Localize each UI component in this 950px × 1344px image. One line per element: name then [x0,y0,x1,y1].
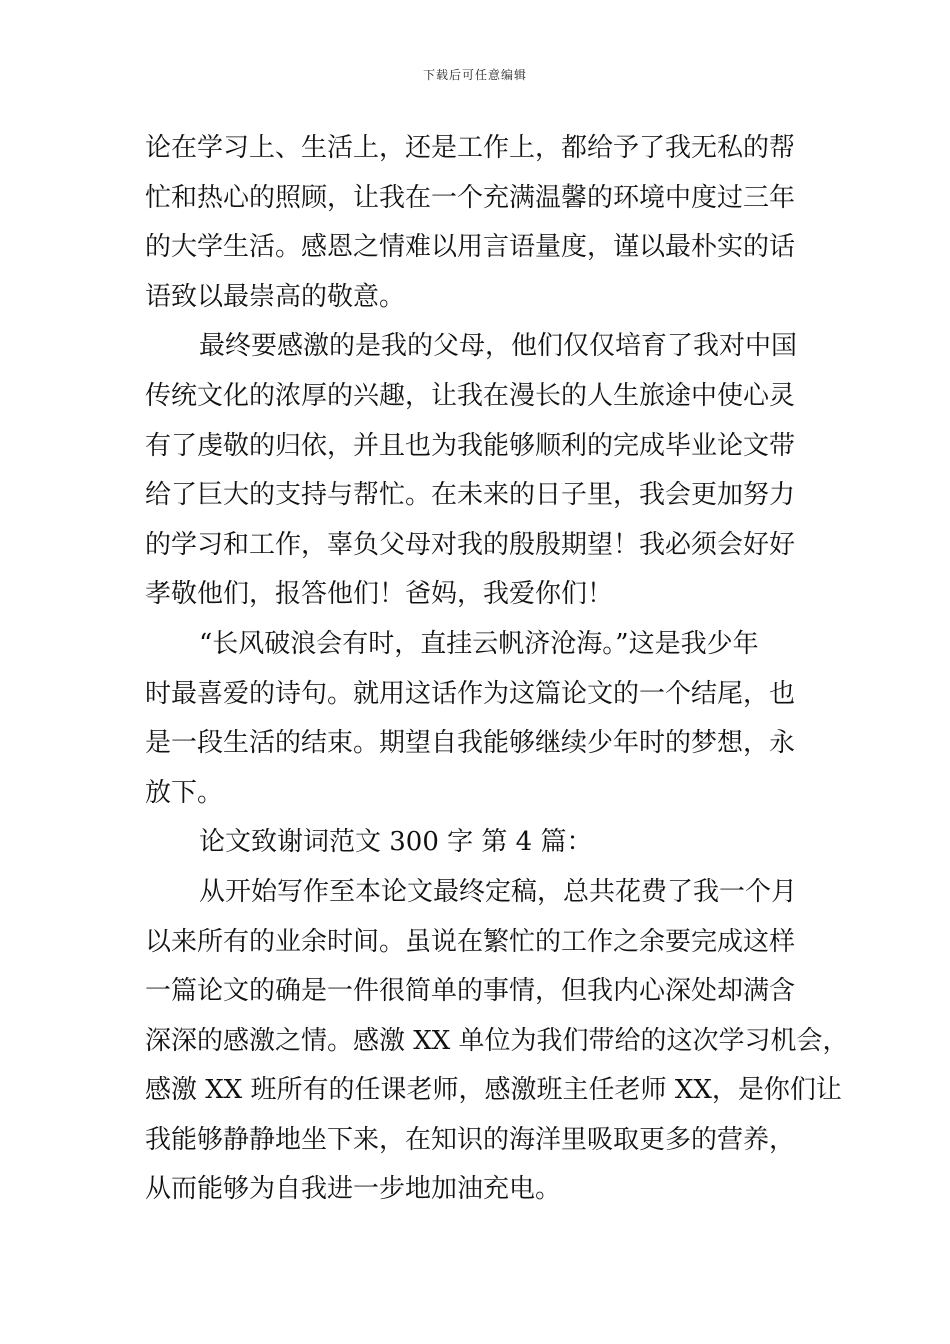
text-line: 的大学生活。感恩之情难以用言语量度，谨以最朴实的话 [145,232,796,263]
header-note: 下载后可任意编辑 [422,68,527,82]
text-line: 忙和热心的照顾，让我在一个充满温馨的环境中度过三年 [145,182,796,213]
paragraph-start-line: 从开始写作至本论文最终定稿，总共花费了我一个月 [199,876,798,907]
text-line: 传统文化的浓厚的兴趣，让我在漫长的人生旅途中使心灵 [145,380,796,411]
text-line: 深深的感激之情。感激 XX 单位为我们带给的这次学习机会， [145,1025,849,1056]
text-line: 放下。 [145,777,224,808]
paragraph-start-line: “长风破浪会有时，直挂云帆济沧海。”这是我少年 [199,628,759,659]
paragraph-start-line: 最终要感激的是我的父母，他们仅仅培育了我对中国 [199,331,798,362]
text-line: 孝敬他们，报答他们！爸妈，我爱你们！ [145,579,614,610]
section-heading: 论文致谢词范文 300 字 第 4 篇： [199,827,593,858]
text-line: 给了巨大的支持与帮忙。在未来的日子里，我会更加努力 [145,480,796,511]
text-line: 是一段生活的结束。期望自我能够继续少年时的梦想，永 [145,728,796,759]
text-line: 我能够静静地坐下来，在知识的海洋里吸取更多的营养， [145,1124,796,1155]
text-line: 时最喜爱的诗句。就用这话作为这篇论文的一个结尾，也 [145,678,796,709]
text-line: 有了虔敬的归依，并且也为我能够顺利的完成毕业论文带 [145,430,796,461]
text-line: 感激 XX 班所有的任课老师，感激班主任老师 XX，是你们让 [145,1075,842,1106]
text-line: 以来所有的业余时间。虽说在繁忙的工作之余要完成这样 [145,926,796,957]
text-line: 一篇论文的确是一件很简单的事情，但我内心深处却满含 [145,976,796,1007]
text-line: 论在学习上、生活上，还是工作上，都给予了我无私的帮 [145,133,796,163]
document-body [145,124,849,1215]
text-line: 的学习和工作，辜负父母对我的殷殷期望！我必须会好好 [145,529,796,560]
text-line: 从而能够为自我进一步地加油充电。 [145,1174,562,1205]
text-line: 语致以最崇高的敬意。 [145,281,406,312]
